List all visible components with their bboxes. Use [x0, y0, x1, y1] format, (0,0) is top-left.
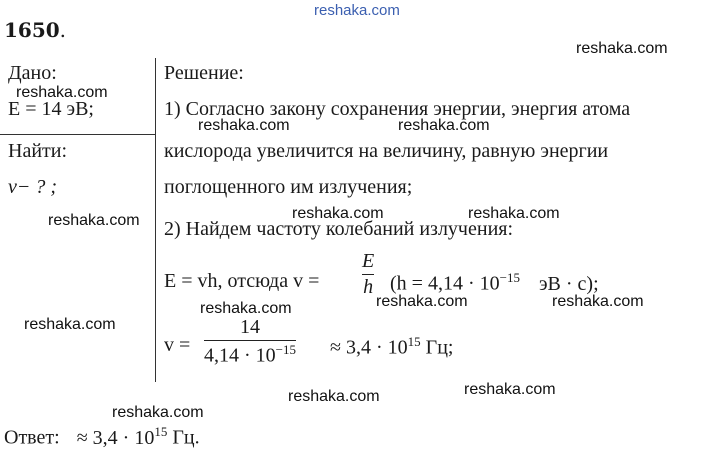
problem-number-value: 1650 — [4, 18, 60, 42]
watermark: reshaka.com — [468, 205, 560, 222]
find-line: v− ? ; — [8, 176, 58, 198]
formula2-unit: Гц; — [425, 336, 454, 359]
step1-line1: 1) Согласно закону сохранения энергии, энергия атома — [164, 98, 631, 120]
formula2-left: v = — [164, 334, 191, 356]
formula2-exponent: 15 — [407, 334, 421, 349]
watermark: reshaka.com — [112, 404, 204, 421]
fraction-bar — [204, 340, 296, 341]
answer-unit: Гц. — [172, 426, 200, 449]
formula2-denominator-base: 4,14 · 10 — [204, 344, 276, 367]
divider-horizontal — [0, 134, 155, 135]
step2-line1: 2) Найдем частоту колебаний излучения: — [164, 218, 514, 240]
given-header: Дано: — [8, 62, 57, 84]
formula2-right — [330, 334, 453, 360]
formula1-exponent: −15 — [499, 270, 520, 285]
watermark: reshaka.com — [314, 2, 400, 19]
problem-number-dot: . — [59, 18, 67, 42]
find-header: Найти: — [8, 140, 68, 162]
watermark: reshaka.com — [16, 84, 108, 101]
watermark: reshaka.com — [398, 117, 490, 134]
problem-number — [4, 18, 66, 42]
formula2-denominator — [204, 342, 296, 368]
watermark: reshaka.com — [24, 316, 116, 333]
formula2-result: ≈ 3,4 · 10 — [330, 336, 408, 359]
watermark: reshaka.com — [552, 293, 644, 310]
given-energy-text: E = 14 эВ; — [8, 98, 94, 120]
formula1-fraction — [362, 250, 374, 299]
answer-label: Ответ: — [4, 426, 60, 449]
divider-vertical — [155, 58, 156, 382]
answer-exponent: 15 — [154, 424, 168, 439]
solution-header: Решение: — [164, 62, 244, 84]
watermark: reshaka.com — [48, 212, 140, 229]
answer-line — [4, 424, 200, 450]
formula1-unit: эВ · c); — [538, 272, 599, 295]
formula1-denominator: h — [363, 276, 374, 298]
fraction-bar — [362, 274, 374, 275]
step1-line2: кислорода увеличится на величину, равную энергии — [164, 140, 609, 162]
given-energy — [8, 98, 94, 121]
formula1-numerator: E — [362, 250, 375, 272]
watermark: reshaka.com — [200, 300, 292, 317]
formula1-left: E = vh, отсюда v = — [164, 270, 320, 292]
formula1-right — [390, 270, 599, 296]
watermark: reshaka.com — [576, 40, 668, 57]
formula2-denominator-exponent: −15 — [275, 342, 297, 357]
answer-value: ≈ 3,4 · 10 — [76, 426, 155, 449]
formula1-constant: (h = 4,14 · 10 — [390, 272, 500, 295]
watermark: reshaka.com — [198, 117, 290, 134]
watermark: reshaka.com — [464, 381, 556, 398]
step1-line3: поглощенного им излучения; — [164, 176, 413, 198]
formula2-numerator: 14 — [240, 316, 260, 338]
formula2-fraction — [204, 316, 296, 368]
watermark: reshaka.com — [288, 388, 380, 405]
watermark: reshaka.com — [376, 293, 468, 310]
watermark: reshaka.com — [292, 205, 384, 222]
